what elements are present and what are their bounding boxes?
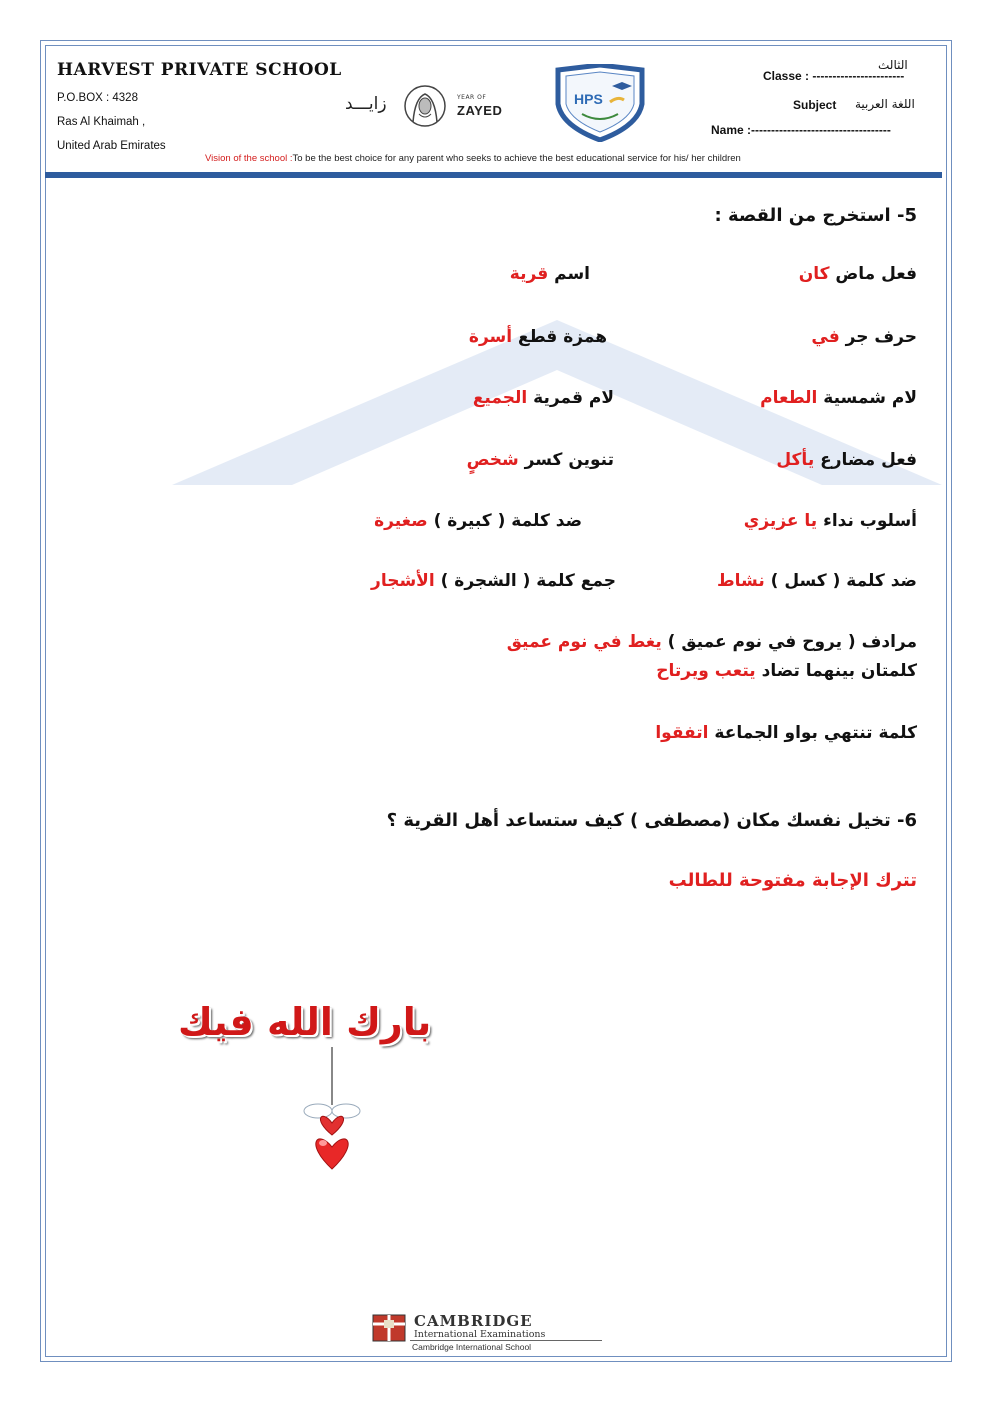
q5-item-present-verb — [776, 450, 917, 470]
q5-item-past-verb — [799, 264, 917, 284]
q5-item-lunar-lam — [473, 388, 614, 408]
q5-item-waw-jamaa — [655, 723, 917, 743]
q5-label: ضد كلمة ( كبيرة ) — [427, 511, 582, 531]
vision-label: Vision of the school : — [205, 153, 293, 164]
class-label: Classe : ----------------------- — [763, 69, 905, 83]
q5-label: جمع كلمة ( الشجرة ) — [434, 571, 616, 591]
header-divider — [45, 172, 942, 178]
q5-label: لام شمسية — [817, 388, 917, 408]
cambridge-school: Cambridge International School — [412, 1342, 532, 1352]
zayed-portrait-icon — [403, 84, 447, 128]
cambridge-divider — [410, 1340, 602, 1341]
q5-item-vocative — [744, 511, 917, 531]
q5-item-noun — [510, 264, 590, 284]
class-value: الثالث — [878, 58, 908, 72]
q5-answer: صغيرة — [374, 511, 428, 531]
q5-answer: قرية — [509, 264, 549, 284]
q5-label: اسم — [548, 264, 590, 284]
subject-value: اللغة العربية — [855, 97, 915, 111]
q5-label: حرف جر — [839, 327, 917, 347]
q5-answer: اتفقوا — [655, 723, 709, 743]
q5-label: تنوين كسر — [518, 450, 614, 470]
cambridge-shield-icon — [372, 1314, 406, 1342]
q5-label: كلمتان بينهما تضاد — [755, 661, 917, 681]
q5-answer: في — [811, 327, 840, 347]
city: Ras Al Khaimah , — [57, 116, 146, 128]
q5-answer: كان — [798, 264, 830, 284]
q5-item-antonyms — [656, 661, 917, 681]
q5-label: فعل مضارع — [814, 450, 917, 470]
q5-item-synonym — [507, 632, 917, 652]
question-5-title: 5- استخرج من القصة : — [714, 205, 917, 226]
q5-item-hamza — [469, 327, 607, 347]
q5-label: همزة قطع — [512, 327, 607, 347]
q5-answer: الطعام — [760, 388, 818, 408]
country: United Arab Emirates — [57, 140, 166, 152]
hps-shield-logo — [552, 64, 648, 142]
po-box: P.O.BOX : 4328 — [57, 92, 138, 104]
year-of-zayed-logo — [345, 84, 510, 128]
zayed-english-text: ZAYED — [457, 103, 503, 118]
q5-label: أسلوب نداء — [817, 511, 917, 531]
cambridge-logo — [372, 1312, 604, 1352]
q5-label: كلمة تنتهي بواو الجماعة — [708, 723, 917, 743]
q5-answer: يغط في نوم عميق — [506, 632, 662, 652]
vision-text: To be the best choice for any parent who seeks to achieve the best educational service for his/ her children — [292, 153, 741, 164]
q5-item-opposite-big — [374, 511, 582, 531]
school-vision — [205, 153, 741, 164]
q5-answer: شخصٍ — [466, 450, 519, 470]
cambridge-title: CAMBRIDGE — [414, 1312, 533, 1330]
q5-item-preposition — [811, 327, 917, 347]
q5-answer: أسرة — [468, 327, 513, 347]
blessing-text: بارك الله فيك — [178, 1000, 432, 1044]
q5-item-solar-lam — [760, 388, 917, 408]
q5-label: ضد كلمة ( كسل ) — [764, 571, 917, 591]
question-6-title: 6- تخيل نفسك مكان (مصطفى ) كيف ستساعد أهل القرية ؟ — [386, 810, 917, 831]
q5-answer: يتعب ويرتاح — [656, 661, 756, 681]
q5-item-plural-tree — [371, 571, 616, 591]
hps-logo-text: HPS — [574, 91, 603, 107]
subject-label: Subject — [793, 98, 837, 112]
q5-answer: الجميع — [472, 388, 528, 408]
q5-item-tanween — [467, 450, 614, 470]
hearts-ornament-icon — [296, 1047, 366, 1177]
q5-answer: يأكل — [776, 450, 815, 470]
q5-answer: يا عزيزي — [743, 511, 818, 531]
page-border-inner — [45, 45, 947, 1357]
question-6-answer: تترك الإجابة مفتوحة للطالب — [668, 870, 917, 891]
q5-label: فعل ماض — [829, 264, 917, 284]
school-name: HARVEST PRIVATE SCHOOL — [57, 60, 342, 80]
q5-answer: نشاط — [716, 571, 765, 591]
zayed-year-of-text: YEAR OF — [457, 94, 487, 101]
q5-label: لام قمرية — [527, 388, 614, 408]
cambridge-subtitle: International Examinations — [414, 1329, 546, 1340]
zayed-arabic-text: زايـــد — [345, 94, 387, 114]
name-label: Name :----------------------------------- — [711, 123, 891, 137]
q5-label: مرادف ( يروح في نوم عميق ) — [661, 632, 917, 652]
q5-item-opposite-lazy — [717, 571, 917, 591]
q5-answer: الأشجار — [371, 571, 435, 591]
